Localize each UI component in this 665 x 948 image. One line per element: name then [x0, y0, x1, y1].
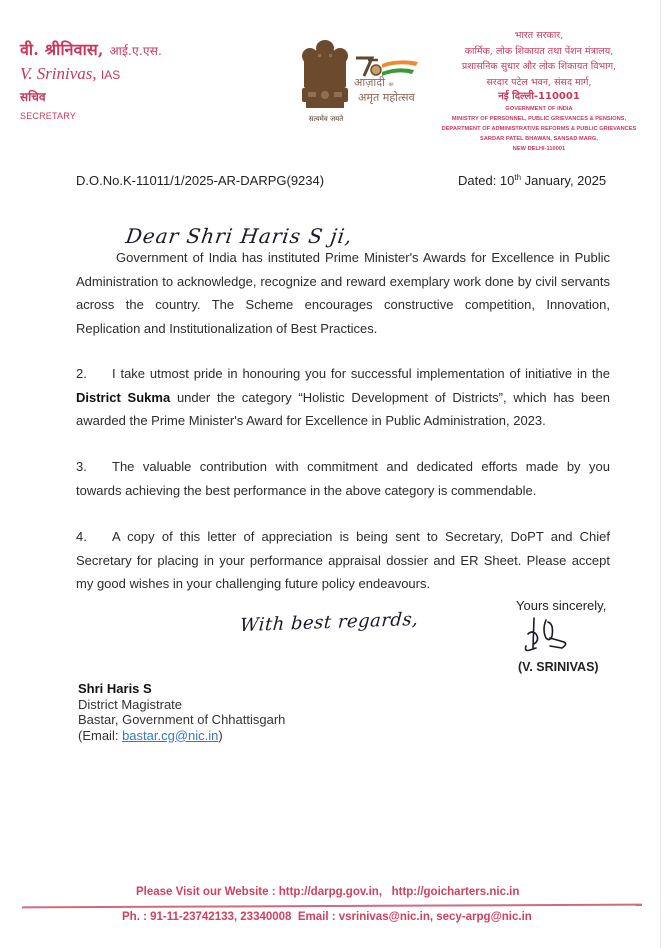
handwritten-signature-icon	[520, 612, 580, 656]
addressee-email-link[interactable]: bastar.cg@nic.in	[122, 727, 219, 743]
paragraph-3: 3. The valuable contribution with commitment and dedicated efforts made by you towards achieving the best performance in the above category is commendable.	[76, 455, 610, 502]
paragraph-number: 4.	[76, 529, 87, 544]
sender-name-english: V. Srinivas, IAS	[20, 64, 121, 83]
reference-number: D.O.No.K-11011/1/2025-AR-DARPG(9234)	[76, 173, 325, 188]
addressee-designation: District Magistrate	[78, 696, 183, 712]
footer-website-text: Please Visit our Website : http://darpg.gov.in, http://goicharters.nic.in	[136, 886, 520, 898]
azadi-ka-amrit-mahotsav-logo: आज़ादी का अमृत महोत्सव	[352, 56, 434, 110]
dept-english-line: NEW DELHI-110001	[512, 146, 566, 152]
addressee-email-line: (Email: bastar.cg@nic.in)	[78, 727, 223, 743]
sender-designation-hindi: सचिव	[20, 90, 46, 104]
paragraph-4: 4. A copy of this letter of appreciation is being sent to Secretary, DoPT and Chief Secretary for placing in your performance appraisal dossier and ER Sheet. Please accept my good wishes in your challenging future policy endeavours.	[76, 525, 610, 596]
addressee-location: Bastar, Government of Chhattisgarh	[78, 712, 286, 727]
addressee-block	[78, 681, 285, 743]
yours-sincerely: Yours sincerely,	[516, 598, 607, 613]
department-letterhead	[433, 28, 645, 154]
district-name: District Sukma	[76, 389, 171, 405]
paragraph-number: 2.	[76, 366, 87, 381]
handwritten-closing: With best regards,	[239, 608, 420, 637]
emblem-motto: सत्यमेव जयते	[308, 115, 344, 123]
addressee-name: Shri Haris S	[78, 681, 152, 696]
dept-english-line: GOVERNMENT OF INDIA	[505, 106, 573, 112]
paragraph-number: 3.	[76, 459, 87, 474]
paragraph-1: Government of India has instituted Prime Minister's Awards for Excellence in Public Administration to acknowledge, recognize and reward exemplary work done by civil servants across the country. The Scheme encourages constructive competition, Innovation, Replication and Institutionalization of Best Practices.	[76, 250, 610, 336]
azadi-text: आज़ादी	[354, 76, 385, 89]
handwritten-salutation: Dear Shri Haris S ji,	[124, 224, 355, 248]
dept-hindi-city: नई दिल्ली-110001	[498, 91, 580, 102]
sender-letterhead	[20, 38, 162, 121]
sender-designation-english: SECRETARY	[20, 111, 76, 121]
dept-hindi-line: प्रशासनिक सुधार और लोक शिकायत विभाग,	[461, 61, 617, 72]
amrit-mahotsav-text: अमृत महोत्सव	[358, 91, 415, 104]
footer-contact: Ph. : 91-11-23742133, 23340008 Email : vsrinivas@nic.in, secy-arpg@nic.in	[122, 911, 532, 923]
footer-divider	[22, 904, 642, 909]
signatory-name: (V. SRINIVAS)	[518, 660, 599, 674]
page-edge-divider	[660, 0, 661, 948]
sender-name-hindi: वी. श्रीनिवास, आई.ए.एस.	[20, 40, 163, 59]
paragraph-2: 2. I take utmost pride in honouring you for successful implementation of initiative in the District Sukma under the category “Holistic Development of Districts”, which has been awarded the Prime Minister's Award for Excellence in Public Administration, 2023.	[76, 362, 610, 433]
dept-english-line: MINISTRY OF PERSONNEL, PUBLIC GRIEVANCES & PENSIONS,	[451, 116, 627, 122]
dept-hindi-line: सरदार पटेल भवन, संसद मार्ग,	[486, 76, 592, 88]
dept-hindi-line: कार्मिक, लोक शिकायत तथा पेंशन मंत्रालय,	[464, 45, 614, 57]
dept-english-line: DEPARTMENT OF ADMINISTRATIVE REFORMS & PUBLIC GRIEVANCES	[441, 126, 637, 132]
letter-date: Dated: 10th January, 2025	[458, 173, 607, 188]
dept-hindi-line: भारत सरकार,	[514, 30, 564, 41]
dept-english-line: SARDAR PATEL BHAWAN, SANSAD MARG,	[480, 136, 598, 142]
